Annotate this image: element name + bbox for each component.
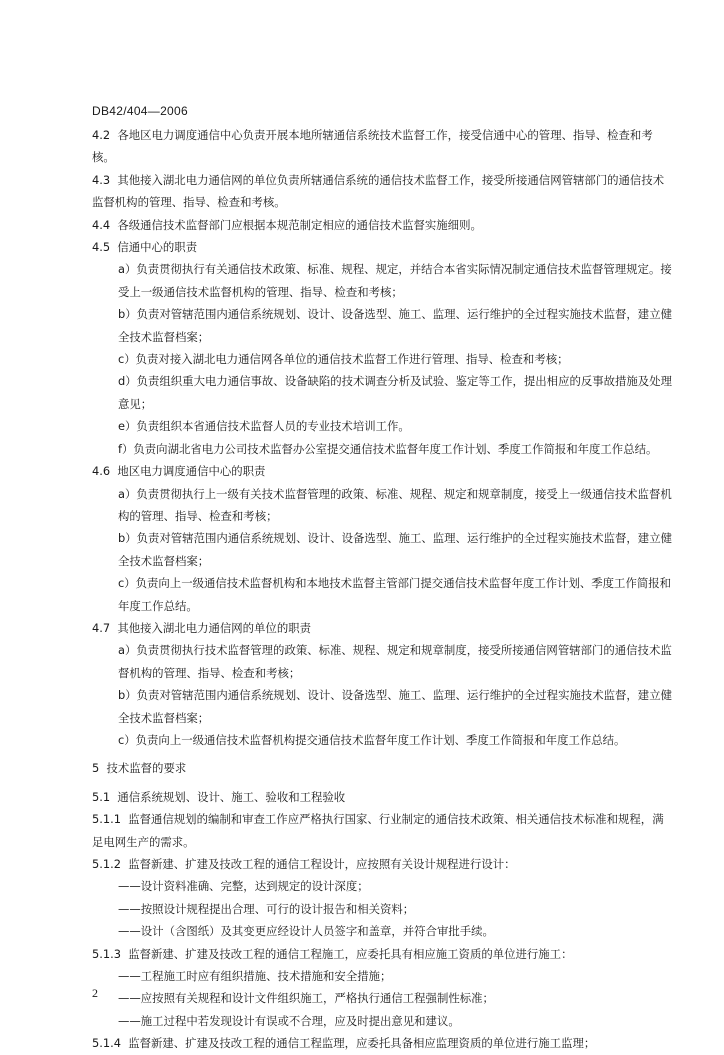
clause-4-6-b: b）负责对管辖范围内通信系统规划、设计、设备选型、施工、监理、运行维护的全过程实施技术监督，建立健全技术监督档案； [118, 531, 672, 568]
clause-5-1-2-item-1: ——设计资料准确、完整，达到规定的设计深度； [118, 879, 369, 894]
clause-5-1-1: 5.1.1 监督通信规划的编制和审查工作应严格执行国家、行业制定的通信技术政策、相关通信技术标准和规程，满足电网生产的需求。 [92, 812, 664, 849]
clause-4-3: 4.3 其他接入湖北电力通信网的单位负责所辖通信系统的通信技术监督工作，接受所接通信网管辖部门的通信技术监督机构的管理、指导、检查和考核。 [92, 172, 665, 210]
clause-5-1-3: 5.1.3 监督新建、扩建及技改工程的通信工程施工，应委托具有相应施工资质的单位进行施工： [92, 946, 573, 961]
clause-5-1-3-item-3: ——施工过程中若发现设计有误或不合理，应及时提出意见和建议。 [118, 1013, 460, 1028]
clause-4-5-f: f）负责向湖北省电力公司技术监督办公室提交通信技术监督年度工作计划、季度工作简报和年度工作总结。 [118, 441, 658, 456]
clause-4-4: 4.4 各级通信技术监督部门应根据本规范制定相应的通信技术监督实施细则。 [92, 217, 482, 232]
clause-5-1-2: 5.1.2 监督新建、扩建及技改工程的通信工程设计，应按照有关设计规程进行设计： [92, 857, 516, 871]
standard-code: DB42/404—2006 [92, 104, 188, 118]
clause-4-7-a: a）负责贯彻执行技术监督管理的政策、标准、规程、规定和规章制度，接受所接通信网管辖部门的通信技术监督机构的管理、指导、检查和考核； [118, 643, 672, 680]
clause-4-5-e: e）负责组织本省通信技术监督人员的专业技术培训工作。 [118, 419, 410, 434]
clause-4-5-d: d）负责组织重大电力通信事故、设备缺陷的技术调查分析及试验、鉴定等工作，提出相应的反事故措施及处理意见； [118, 374, 672, 411]
clause-4-6-a: a）负责贯彻执行上一级有关技术监督管理的政策、标准、规程、规定和规章制度，接受上一级通信技术监督机构的管理、指导、检查和考核； [118, 486, 672, 523]
clause-5-1-4: 5.1.4 监督新建、扩建及技改工程的通信工程监理，应委托具备相应监理资质的单位进行施工监理； [92, 1036, 596, 1051]
clause-4-7-c: c）负责向上一级通信技术监督机构提交通信技术监督年度工作计划、季度工作简报和年度工作总结。 [118, 732, 626, 747]
clause-4-6-heading: 4.6 地区电力调度通信中心的职责 [92, 464, 266, 479]
clause-4-5-c: c）负责对接入湖北电力通信网各单位的通信技术监督工作进行管理、指导、检查和考核； [118, 352, 569, 367]
clause-4-5-heading: 4.5 信通中心的职责 [92, 240, 198, 255]
page-number: 2 [92, 986, 98, 1000]
clause-4-7-heading: 4.7 其他接入湖北电力通信网的单位的职责 [92, 620, 311, 635]
clause-5-1-2-item-3: ——设计（含图纸）及其变更应经设计人员签字和盖章，并符合审批手续。 [118, 924, 494, 939]
clause-5-1-2-item-2: ——按照设计规程提出合理、可行的设计报告和相关资料； [118, 901, 415, 916]
clause-4-2: 4.2 各地区电力调度通信中心负责开展本地所辖通信系统技术监督工作，接受信通中心的管理、指导、检查和考核。 [92, 128, 653, 165]
clause-4-6-c: c）负责向上一级通信技术监督机构和本地技术监督主管部门提交通信技术监督年度工作计划、季度工作简报和年度工作总结。 [118, 576, 672, 613]
clause-5-1-heading: 5.1 通信系统规划、设计、施工、验收和工程验收 [92, 789, 346, 804]
document-body [92, 124, 672, 1055]
clause-5-1-3-item-2: ——应按照有关规程和设计文件组织施工，严格执行通信工程强制性标准； [118, 991, 494, 1006]
clause-5-1-3-item-1: ——工程施工时应有组织措施、技术措施和安全措施； [118, 969, 392, 984]
clause-4-5-b: b）负责对管辖范围内通信系统规划、设计、设备选型、施工、监理、运行维护的全过程实施技术监督，建立健全技术监督档案； [118, 307, 672, 344]
section-5-heading: 5 技术监督的要求 [92, 761, 187, 776]
clause-4-7-b: b）负责对管辖范围内通信系统规划、设计、设备选型、施工、监理、运行维护的全过程实施技术监督，建立健全技术监督档案； [118, 688, 672, 725]
clause-4-5-a: a）负责贯彻执行有关通信技术政策、标准、规程、规定，并结合本省实际情况制定通信技术监督管理规定。接受上一级通信技术监督机构的管理、指导、检查和考核； [118, 262, 672, 299]
